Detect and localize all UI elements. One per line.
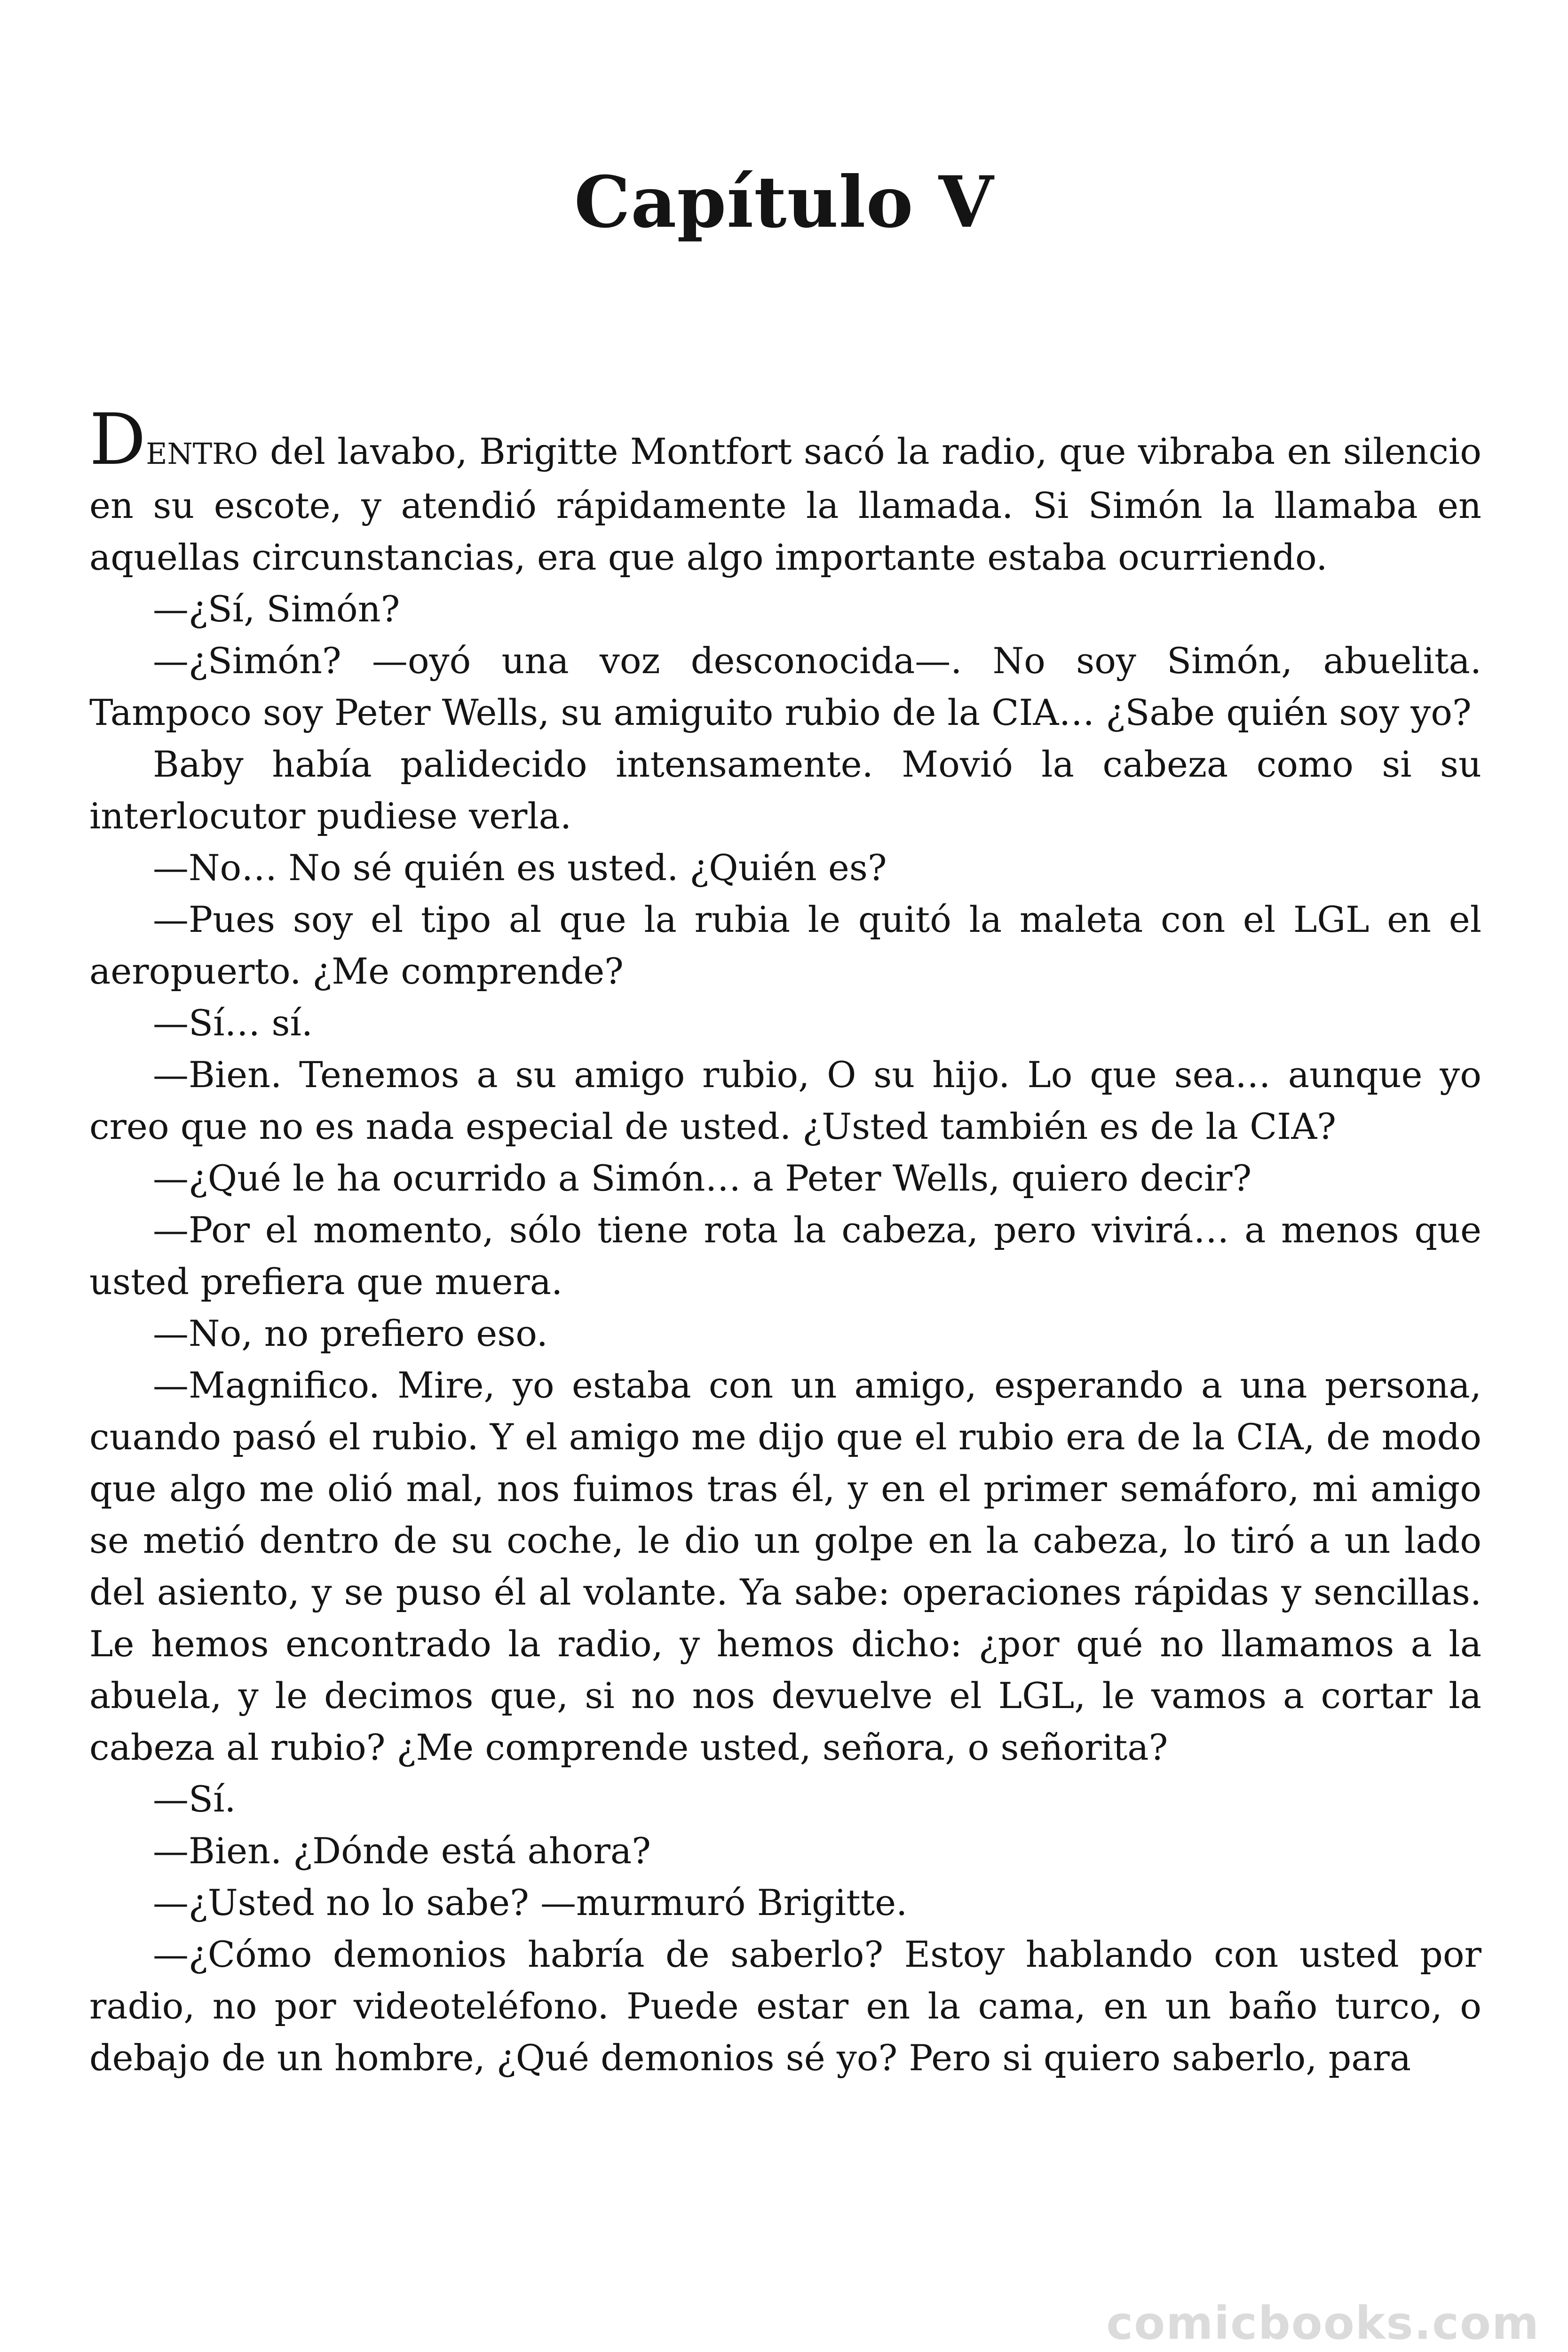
paragraph: —¿Qué le ha ocurrido a Simón… a Peter Wells, quiero decir?: [153, 1157, 1252, 1199]
paragraph: —No, no prefiero eso.: [153, 1312, 548, 1354]
paragraph: —¿Sí, Simón?: [153, 588, 400, 630]
opening-paragraph: [89, 399, 1481, 583]
opening-paragraph-text: del lavabo, Brigitte Montfort sacó la radio, que vibraba en silencio en su escote, y atendió rápidamente la llamada. Si Simón la llamaba en aquellas circunstancias, era que algo importante estaba ocurriendo.: [89, 430, 1481, 578]
paragraph: Baby había palidecido intensamente. Movió la cabeza como si su interlocutor pudiese verla.: [89, 743, 1481, 837]
paragraph: —Por el momento, sólo tiene rota la cabeza, pero vivirá… a menos que usted prefiera que muera.: [89, 1209, 1481, 1303]
small-caps-word: ENTRO: [146, 437, 258, 471]
drop-cap: D: [89, 399, 146, 481]
paragraph: —Magnifico. Mire, yo estaba con un amigo, esperando a una persona, cuando pasó el rubio. Y el amigo me dijo que el rubio era de la CIA, de modo que algo me olió mal, nos fuimos tras él, y en el primer semáforo, mi amigo se metió dentro de su coche, le dio un golpe en la cabeza, lo tiró a un lado del asiento, y se puso él al volante. Ya sabe: operaciones rápidas y sencillas. Le hemos encontrado la radio, y hemos dicho: ¿por qué no llamamos a la abuela, y le decimos que, si no nos devuelve el LGL, le vamos a cortar la cabeza al rubio? ¿Me comprende usted, señora, o señorita?: [89, 1364, 1481, 1768]
paragraph: —Sí… sí.: [153, 1002, 313, 1044]
chapter-body: [89, 399, 1481, 2084]
paragraph: —No… No sé quién es usted. ¿Quién es?: [153, 847, 887, 889]
paragraph: —¿Usted no lo sabe? —murmuró Brigitte.: [153, 1882, 908, 1923]
paragraph: —¿Simón? —oyó una voz desconocida—. No soy Simón, abuelita. Tampoco soy Peter Wells, su amiguito rubio de la CIA… ¿Sabe quién soy yo?: [89, 640, 1481, 733]
paragraph: —¿Cómo demonios habría de saberlo? Estoy hablando con usted por radio, no por videoteléfono. Puede estar en la cama, en un baño turco, o debajo de un hombre, ¿Qué demonios sé yo? Pero si quiero saberlo, para: [89, 1933, 1481, 2079]
watermark: comicbooks.com: [1106, 2297, 1540, 2350]
paragraph: —Pues soy el tipo al que la rubia le quitó la maleta con el LGL en el aeropuerto. ¿Me comprende?: [89, 898, 1481, 992]
paragraph: —Bien. ¿Dónde está ahora?: [153, 1830, 651, 1872]
paragraph: —Bien. Tenemos a su amigo rubio, O su hijo. Lo que sea… aunque yo creo que no es nada especial de usted. ¿Usted también es de la CIA?: [89, 1054, 1481, 1147]
paragraph: —Sí.: [153, 1778, 236, 1820]
chapter-title: Capítulo V: [574, 161, 994, 244]
